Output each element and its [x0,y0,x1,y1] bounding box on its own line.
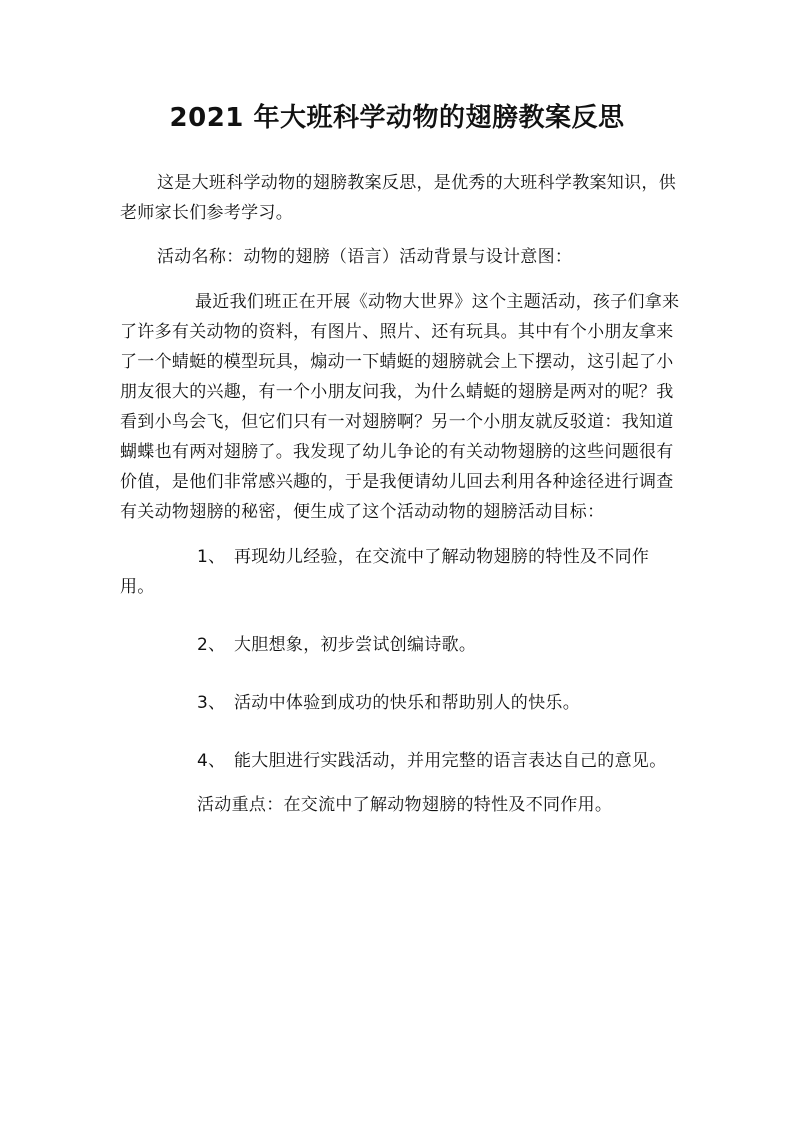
objective-number-3: 3、 [197,693,226,713]
objective-number-1: 1、 [197,547,226,567]
activity-name-paragraph: 活动名称：动物的翅膀（语言）活动背景与设计意图： [157,247,573,267]
objective-text-1: 再现幼儿经验，在交流中了解动物翅膀的特性及不同作用。 [120,547,650,597]
objective-text-4: 能大胆进行实践活动，并用完整的语言表达自己的意见。 [234,751,667,771]
objective-item-4 [120,746,680,776]
background-paragraph: 最近我们班正在开展《动物大世界》这个主题活动，孩子们拿来了许多有关动物的资料，有图片、照片、还有玩具。其中有个小朋友拿来了一个蜻蜓的模型玩具，煽动一下蜻蜓的翅膀就会上下摆动，这引起了小朋友很大的兴趣，有一个小朋友问我，为什么蜻蜓的翅膀是两对的呢？我看到小鸟会飞，但它们只有一对翅膀啊？另一个小朋友就反驳道：我知道蝴蝶也有两对翅膀了。我发现了幼儿争论的有关动物翅膀的这些问题很有价值，是他们非常感兴趣的，于是我便请幼儿回去利用各种途径进行调查有关动物翅膀的秘密，便生成了这个活动动物的翅膀活动目标： [120,292,680,522]
objective-text-3: 活动中体验到成功的快乐和帮助别人的快乐。 [234,693,580,713]
document-body [120,168,680,820]
objective-item-2 [120,630,680,660]
objective-number-2: 2、 [197,635,226,655]
intro-paragraph: 这是大班科学动物的翅膀教案反思，是优秀的大班科学教案知识，供老师家长们参考学习。 [120,173,676,223]
objective-number-4: 4、 [197,751,226,771]
document-title: 2021 年大班科学动物的翅膀教案反思 [169,103,625,133]
objective-item-1 [120,542,680,602]
objective-text-2: 大胆想象，初步尝试创编诗歌。 [234,635,477,655]
objective-item-3 [120,688,680,718]
activity-focus-paragraph: 活动重点：在交流中了解动物翅膀的特性及不同作用。 [197,795,613,815]
